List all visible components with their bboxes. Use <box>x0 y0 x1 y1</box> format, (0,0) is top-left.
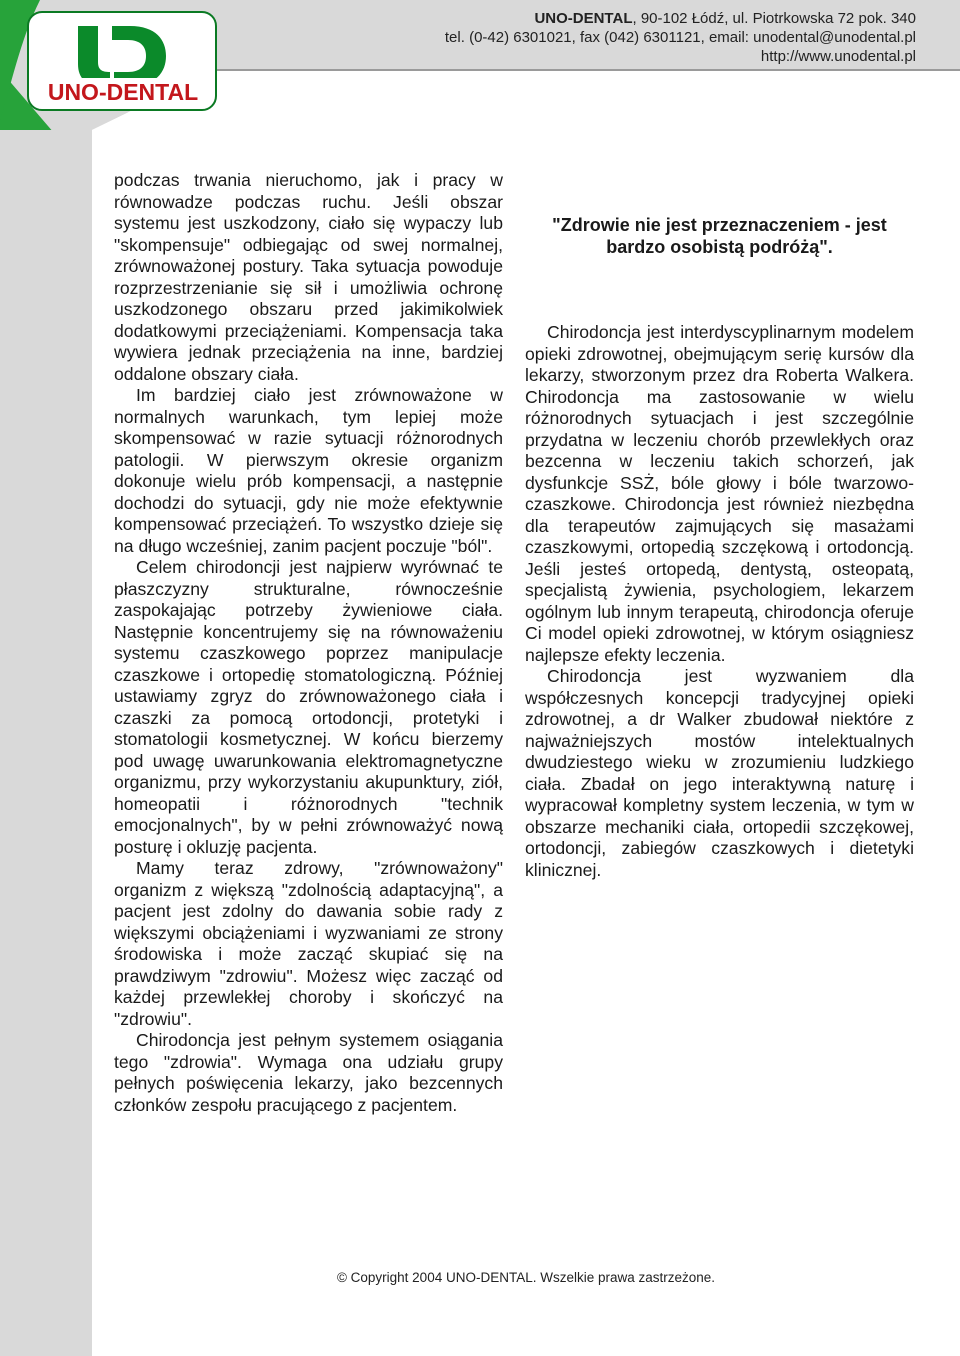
left-paragraph-5: Chirodoncja jest pełnym systemem osiągania tego "zdrowia". Wymaga ona udziału grupy pełnych poświęcenia lekarzy, jako bezcennych członków zespołu pracującego z pacjentem. <box>114 1030 503 1115</box>
company-address: , 90-102 Łódź, ul. Piotrkowska 72 pok. 340 <box>632 10 916 27</box>
pull-quote: "Zdrowie nie jest przeznaczeniem - jest bardzo osobistą podróżą". <box>552 215 887 257</box>
uno-dental-logo <box>0 0 230 140</box>
left-grey-strip <box>0 0 92 1356</box>
left-paragraph-4: Mamy teraz zdrowy, "zrównoważony" organizm z większą "zdolnością adaptacyjną", a pacjent jest zdolny do dawania sobie rady z większymi obciążeniami i wyzwaniami ze strony środowiska i może zacząć skupiać się na prawdziwym "zdrowiu". Możesz więc zacząć od każdej przewlekłej choroby i skończyć na "zdrowiu". <box>114 858 503 1029</box>
right-column <box>525 214 914 881</box>
header-divider <box>215 69 960 71</box>
left-paragraph-3: Celem chirodoncji jest najpierw wyrównać te płaszczyzny strukturalne, równocześnie zaspokajając potrzeby żywieniowe ciała. Następnie koncentrujemy się na równoważeniu systemu czaszkowego poprzez manipulacje czaszkowe i ortopedię stomatologiczną. Później ustawiamy zgryz do zrównoważonego ciała i czaszki za pomocą ortodoncji, protetyki i stomatologii kosmetycznej. W końcu bierzemy pod uwagę uwarunkowania elektromagnetyczne organizmu, przy wykorzystaniu akupunktury, ziół, homeopatii i różnorodnych "technik emocjonalnych", by w pełni zrównoważyć nową posturę i okluzję pacjenta. <box>114 557 503 857</box>
logo-text: UNO-DENTAL <box>47 79 199 105</box>
right-paragraph-1: Chirodoncja jest interdyscyplinarnym modelem opieki zdrowotnej, obejmującym serię kursów dla lekarzy, stworzonym przez dra Roberta Walkera. Chirodoncja ma zastosowanie w wielu różnorodnych sytuacjach i jest szczególnie przydatna w leczeniu chorób przewlekłych oraz bezcenna w leczeniu takich schorzeń, jak dysfunkcje SSŻ, bóle głowy i bóle twarzowo-czaszkowe. Chirodoncja jest również niezbędna dla terapeutów zajmujących się masażami czaszkowymi, ortopedią szczękową i ortodoncją. Jeśli jesteś ortopedą, dentystą, osteopatą, specjalistą żywienia, psychologiem, lekarzem ogólnym lub innym terapeutą, chirodoncja oferuje Ci model opieki zdrowotnej, w którym osiągniesz najlepsze efekty leczenia. <box>525 322 914 665</box>
left-paragraph-1: podczas trwania nieruchomo, jak i pracy w równowadze podczas ruchu. Jeśli obszar systemu jest uszkodzony, ciało się wypaczy lub "skompensuje" odbiegając od swej normalnej, zrównoważonej postury. Taka sytuacja powoduje rozprzestrzenianie się sił i umożliwia ochronę uszkodzonego obszaru przed jakimikolwiek dodatkowymi przeciążeniami. Kompensacja taka wywiera jednak przeciążenia na inne, bardziej oddalone obszary ciała. <box>114 170 503 384</box>
contact-block <box>445 9 916 66</box>
company-name: UNO-DENTAL <box>534 10 633 27</box>
contact-address-line <box>445 9 916 28</box>
website-link[interactable]: http://www.unodental.pl <box>760 48 916 65</box>
contact-phone-line: tel. (0-42) 6301021, fax (042) 6301121, email: unodental@unodental.pl <box>444 29 916 46</box>
left-paragraph-2: Im bardziej ciało jest zrównoważone w normalnych warunkach, tym lepiej może skompensować w razie sytuacji różnorodnych patologii. W pierwszym okresie organizm dokonuje wielu prób kompensacji, a następnie dochodzi do sytuacji, gdy nie może efektywnie kompensować przeciążeń. To wszystko dzieje się na długo wcześniej, zanim pacjent poczuje "ból". <box>114 385 503 556</box>
right-paragraph-2: Chirodoncja jest wyzwaniem dla współczesnych koncepcji tradycyjnej opieki zdrowotnej, a dr Walker zbudował niektóre z najważniejszych mostów intelektualnych dwudziestego wieku w zrozumieniu ludzkiego ciała. Zbadał on jego interaktywną naturę i wypracował kompletny system leczenia, w tym w obszarze mechaniki ciała, ortopedii szczękowej, ortodoncji, zabiegów czaszkowych i dietetyki klinicznej. <box>525 666 914 880</box>
left-column <box>114 170 503 1116</box>
copyright-footer: © Copyright 2004 UNO-DENTAL. Wszelkie prawa zastrzeżone. <box>336 1270 716 1285</box>
